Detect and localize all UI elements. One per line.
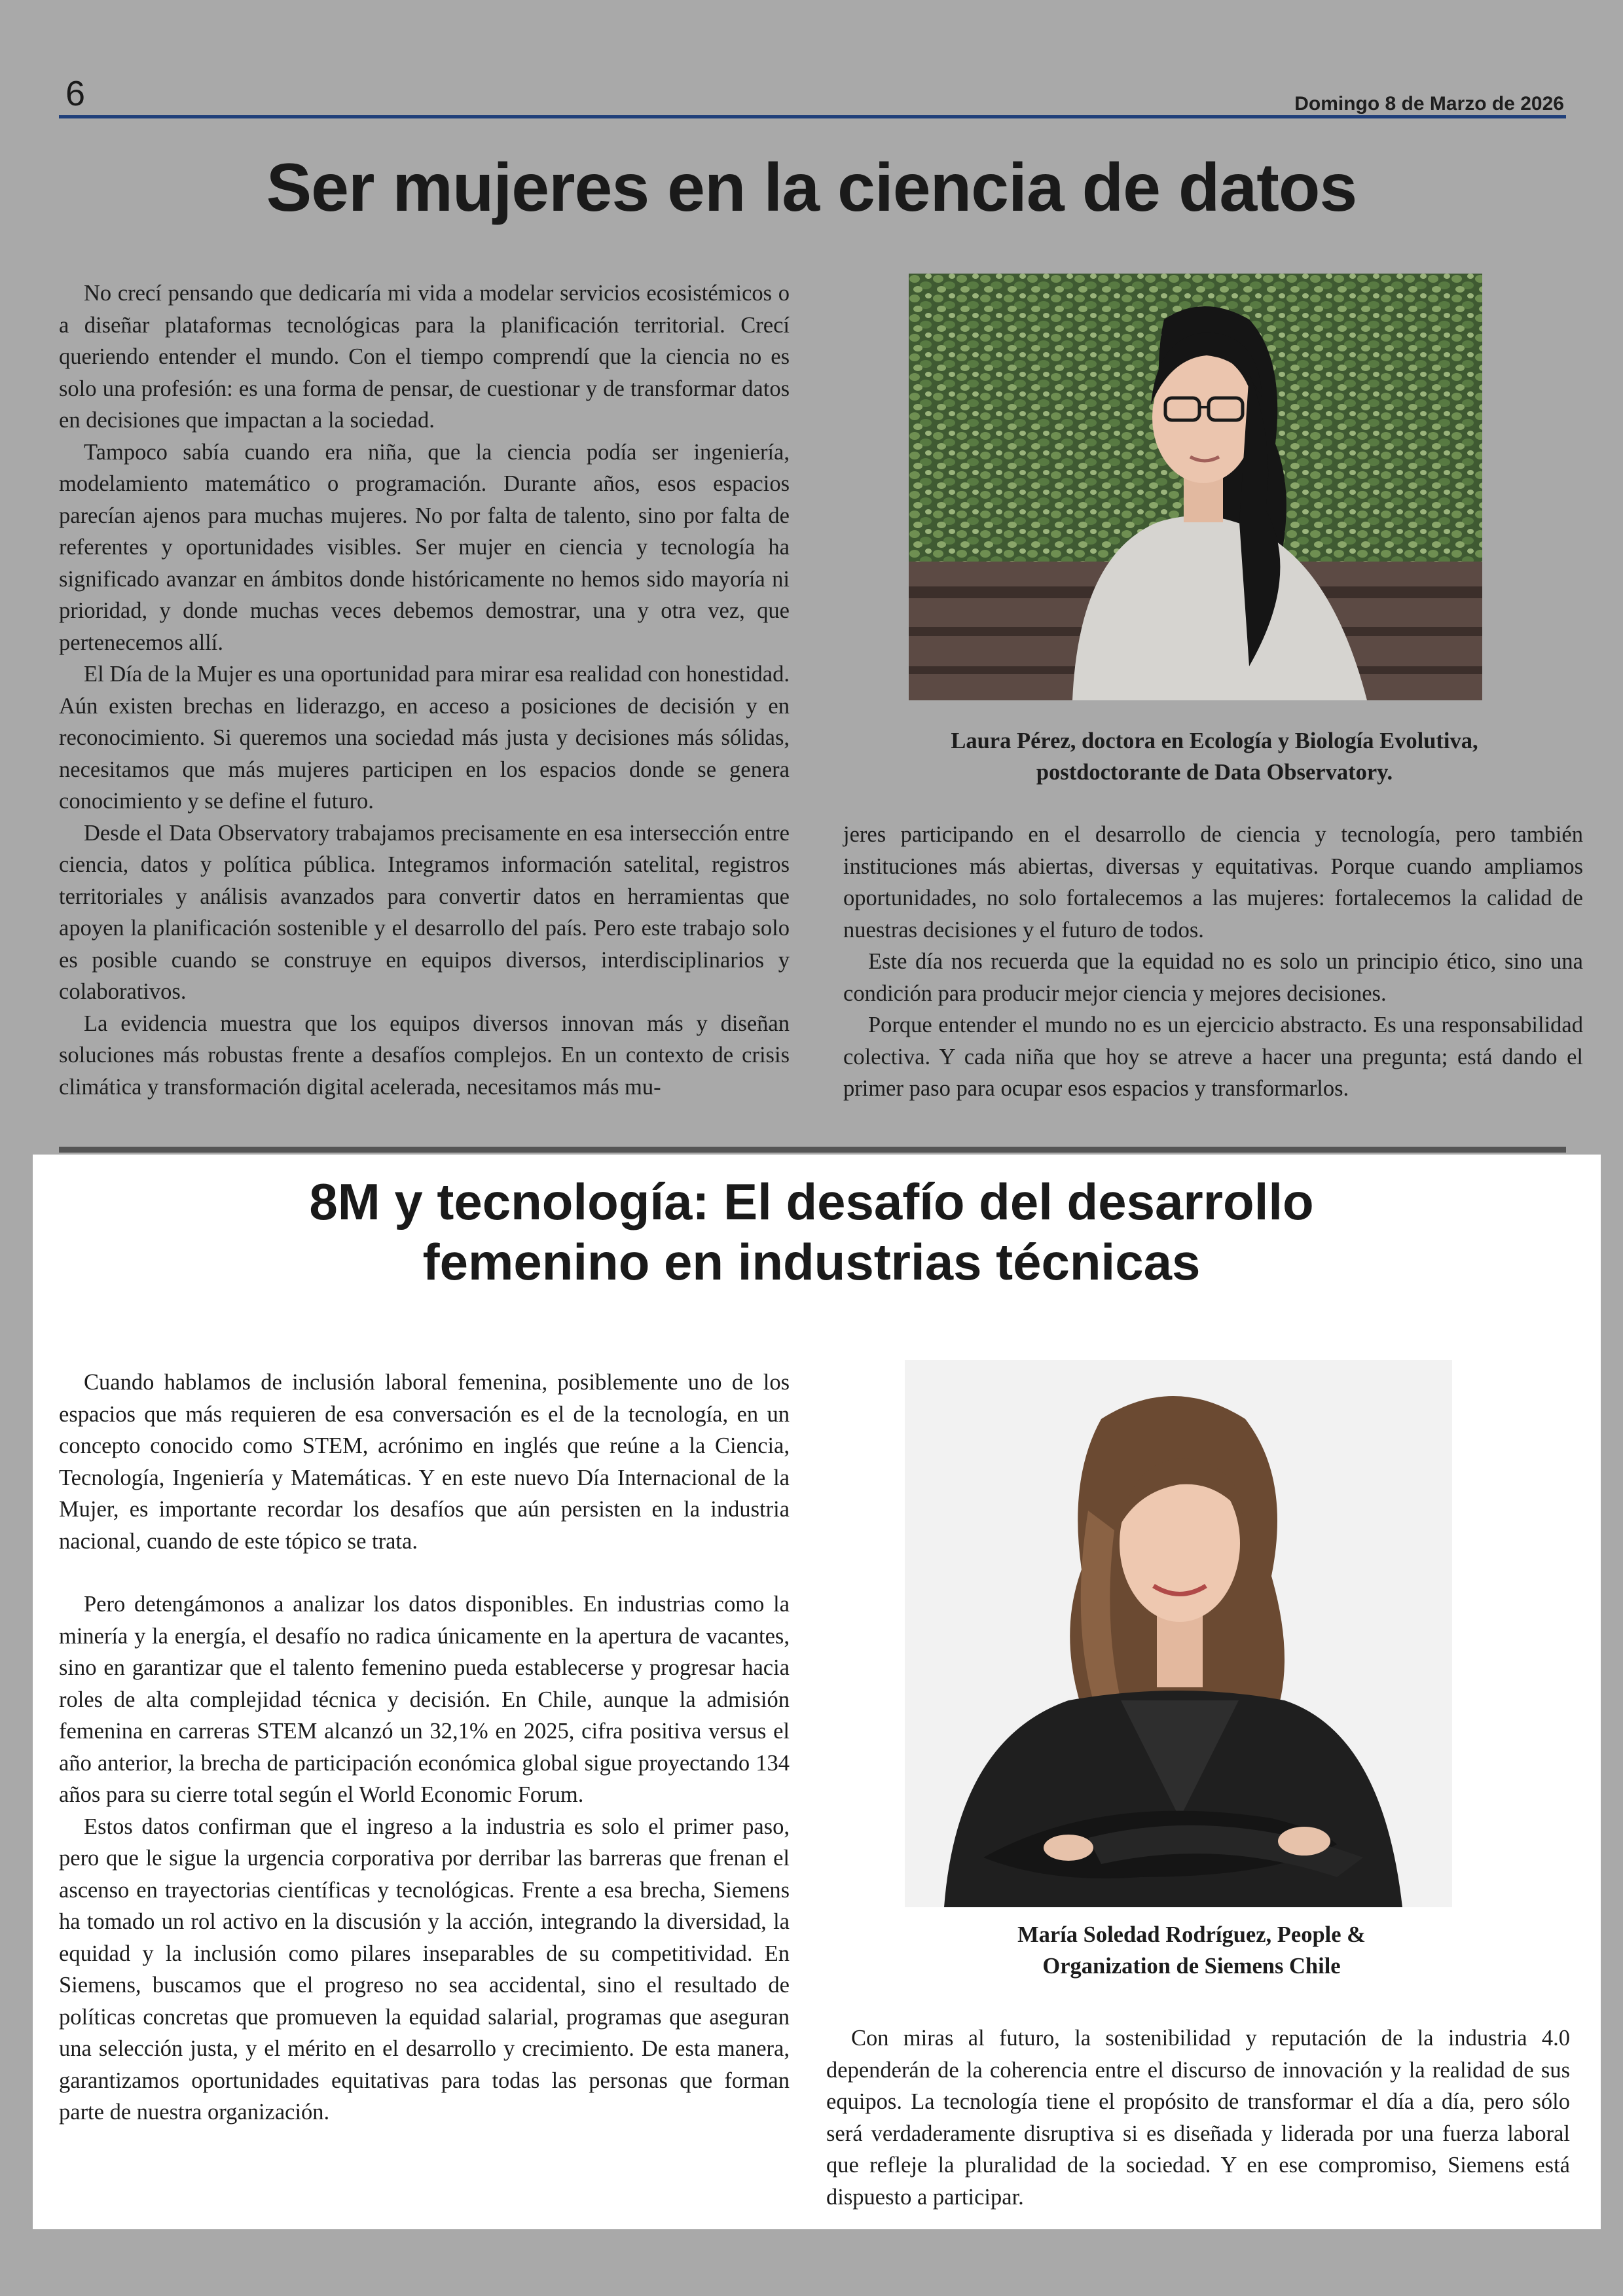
article1-photo-caption: [851, 725, 1578, 788]
article1-paragraph: Tampoco sabía cuando era niña, que la ciencia podía ser ingeniería, modelamiento matemático o programación. Durante años, esos espacios parecían ajenos para muchas mujeres. No por falta de talento, sino por falta de referentes y oportunidades visibles. Ser mujer en ciencia y tecnología ha significado avanzar en ámbitos donde históricamente no hemos sido mayoría ni prioridad, y donde muchas veces debemos demostrar, una y otra vez, que pertenecemos allí.: [59, 439, 790, 655]
article2-title-line: 8M y tecnología: El desafío del desarrollo: [309, 1173, 1314, 1230]
article2-paragraph: Con miras al futuro, la sostenibilidad y reputación de la industria 4.0 dependerán de la coherencia entre el discurso de innovación y la realidad de sus equipos. La tecnología tiene el propósito de transformar el día a día, pero sólo será verdaderamente disruptiva si es diseñada y liderada por una fuerza laboral que refleje la pluralidad de la sociedad. Y en ese compromiso, Siemens está dispuesto a participar.: [826, 2026, 1570, 2210]
maria-soledad-rodriguez-photo: [905, 1360, 1452, 1907]
article2-right-column: [826, 2022, 1570, 2213]
article1-paragraph: jeres participando en el desarrollo de ciencia y tecnología, pero también instituciones más abiertas, diversas y equitativas. Porque cuando ampliamos oportunidades, no solo fortalecemos a las mujeres: fortalecemos la calidad de nuestras decisiones y el futuro de todos.: [843, 822, 1583, 942]
article2-title-line: femenino en industrias técnicas: [422, 1233, 1201, 1291]
header-rule: [59, 115, 1566, 118]
caption-line: María Soledad Rodríguez, People &: [1017, 1922, 1366, 1947]
issue-date: Domingo 8 de Marzo de 2026: [1294, 93, 1564, 115]
article1-paragraph: No crecí pensando que dedicaría mi vida a modelar servicios ecosistémicos o a diseñar plataformas tecnológicas para la planificación territorial. Crecí queriendo entender el mundo. Con el tiempo comprendí que la ciencia no es solo una profesión: es una forma de pensar, de cuestionar y de transformar datos en decisiones que impactan a la sociedad.: [59, 281, 790, 433]
article1-paragraph: Desde el Data Observatory trabajamos precisamente en esa intersección entre ciencia, datos y política pública. Integramos información satelital, registros territoriales y análisis avanzados para convertir datos en herramientas que apoyen la planificación sostenible y el desarrollo del país. Pero este trabajo solo es posible cuando se construye en equipos diversos, interdisciplinarios y colaborativos.: [59, 820, 790, 1004]
laura-perez-photo: [909, 274, 1482, 700]
article1-paragraph: El Día de la Mujer es una oportunidad para mirar esa realidad con honestidad. Aún existen brechas en liderazgo, en acceso a posiciones de decisión y en reconocimiento. Si queremos una sociedad más justa y decisiones más sólidas, necesitamos que más mujeres participen en los espacios donde se genera conocimiento y se define el futuro.: [59, 662, 790, 814]
caption-line: Organization de Siemens Chile: [1042, 1954, 1341, 1979]
caption-line: Laura Pérez, doctora en Ecología y Biología Evolutiva,: [951, 728, 1478, 753]
article1-title: Ser mujeres en la ciencia de datos: [266, 150, 1357, 226]
article1-paragraph: Este día nos recuerda que la equidad no es solo un principio ético, sino una condición para producir mejor ciencia y mejores decisiones.: [843, 949, 1583, 1006]
article2-title: [0, 1172, 1623, 1292]
article2-paragraph: Cuando hablamos de inclusión laboral femenina, posiblemente uno de los espacios que más requieren de esa conversación es el de la tecnología, en un concepto conocido como STEM, acrónimo en inglés que reúne a la Ciencia, Tecnología, Ingeniería y Matemáticas. Y en este nuevo Día Internacional de la Mujer, es importante recordar los desafíos que aún persisten en la industria nacional, cuando de este tópico se trata.: [59, 1370, 790, 1554]
article1-paragraph: Porque entender el mundo no es un ejercicio abstracto. Es una responsabilidad colectiva. Y cada niña que hoy se atreve a hacer una pregunta; está dando el primer paso para ocupar esos espacios y transformarlos.: [843, 1013, 1583, 1101]
caption-line: postdoctorante de Data Observatory.: [1036, 760, 1393, 785]
article2-paragraph: Pero detengámonos a analizar los datos disponibles. En industrias como la minería y la energía, el desafío no radica únicamente en la apertura de vacantes, sino en garantizar que el talento femenino pueda establecerse y progresar hacia roles de alta complejidad técnica y decisión. En Chile, aunque la admisión femenina en carreras STEM alcanzó un 32,1% en 2025, cifra positiva versus el año anterior, la brecha de participación económica global sigue proyectando 134 años para su cierre total según el World Economic Forum.: [59, 1592, 790, 1807]
article1-right-column: [843, 819, 1583, 1105]
article1-left-column: [59, 278, 790, 1103]
article1-paragraph: La evidencia muestra que los equipos diversos innovan más y diseñan soluciones más robustas frente a desafíos complejos. En un contexto de crisis climática y transformación digital acelerada, necesitamos más mu-: [59, 1011, 790, 1100]
article2-photo-caption: [903, 1919, 1480, 1982]
article2-left-column: [59, 1367, 790, 2128]
article2-paragraph: Estos datos confirman que el ingreso a la industria es solo el primer paso, pero que le sigue la urgencia corporativa por derribar las barreras que frenan el ascenso en trayectorias científicas y tecnológicas. Frente a esa brecha, Siemens ha tomado un rol activo en la discusión y la acción, integrando la diversidad, la equidad y la inclusión como pilares inseparables de su competitividad. En Siemens, buscamos que el progreso no sea accidental, sino el resultado de políticas concretas que promueven la equidad salarial, programas que aseguran una selección justa, y el mérito en el desarrollo y crecimiento. De esta manera, garantizamos oportunidades equitativas para todas las personas que forman parte de nuestra organización.: [59, 1814, 790, 2125]
section-divider: [59, 1147, 1566, 1153]
page-number: 6: [65, 74, 86, 113]
